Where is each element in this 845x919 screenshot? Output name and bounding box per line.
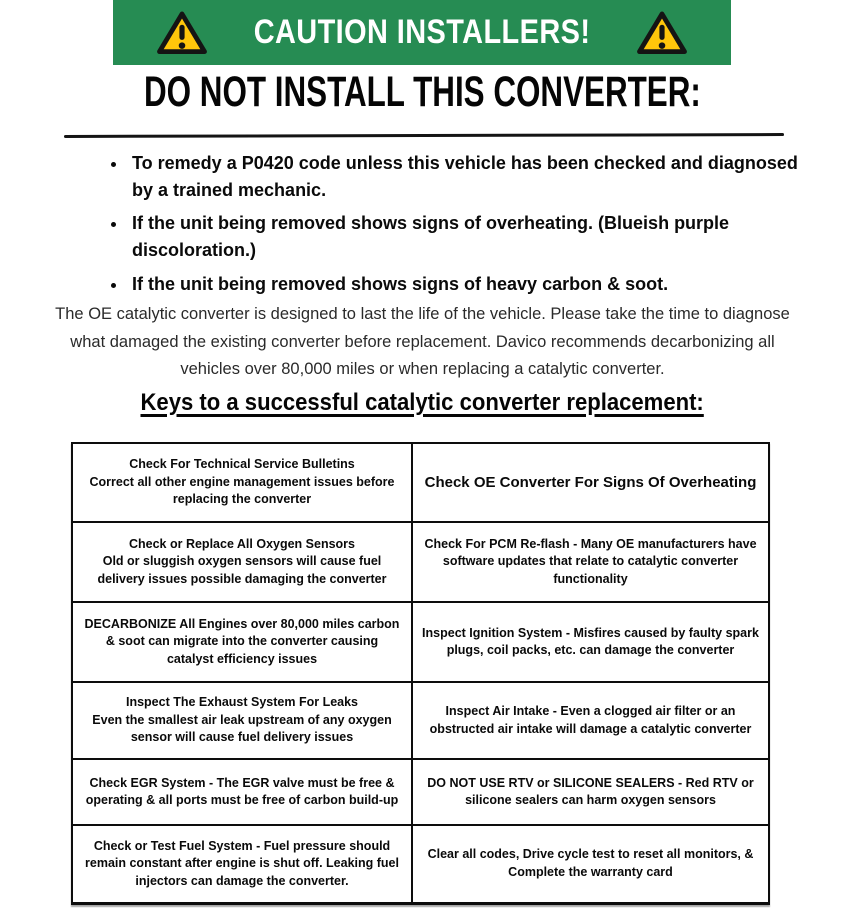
main-heading bbox=[0, 68, 845, 117]
warning-item: • If the unit being removed shows signs of heavy carbon & soot. bbox=[128, 271, 818, 298]
intro-paragraph bbox=[0, 301, 845, 384]
table-row bbox=[72, 443, 769, 522]
table-cell-right bbox=[412, 682, 769, 759]
cell-line: Inspect The Exhaust System For Leaks bbox=[125, 695, 359, 710]
paragraph-line: vehicles over 80,000 miles or when replacing a catalytic converter. bbox=[180, 360, 665, 379]
table-cell-right bbox=[412, 602, 769, 682]
table-row bbox=[72, 825, 769, 903]
cell-line: Correct all other engine management issues before replacing the converter bbox=[89, 474, 395, 507]
table-cell-left bbox=[72, 682, 412, 759]
cell-line: Clear all codes, Drive cycle test to reset all monitors, & Complete the warranty card bbox=[427, 847, 754, 879]
table-cell-right bbox=[412, 443, 769, 522]
warning-triangle-icon-right bbox=[636, 10, 688, 56]
table-cell-left bbox=[72, 443, 412, 522]
warning-item: • If the unit being removed shows signs of overheating. (Blueish purple discoloration.) bbox=[128, 210, 818, 263]
warnings-list bbox=[103, 150, 818, 304]
table-cell-left bbox=[72, 522, 412, 602]
caution-banner bbox=[113, 0, 731, 65]
divider-line bbox=[64, 133, 784, 138]
paragraph-line: The OE catalytic converter is designed to last the life of the vehicle. Please take the time to diagnose bbox=[55, 305, 790, 323]
table-cell-left bbox=[72, 825, 412, 903]
cell-line: Check or Replace All Oxygen Sensors bbox=[128, 536, 355, 551]
table-row bbox=[72, 522, 769, 602]
table-row bbox=[72, 759, 769, 825]
cell-line: Check OE Converter For Signs Of Overheating bbox=[424, 473, 757, 491]
table-cell-left bbox=[72, 602, 412, 682]
warning-triangle-icon-left bbox=[156, 10, 208, 56]
paragraph-line: what damaged the existing converter before replacement. Davico recommends decarbonizing all bbox=[70, 332, 775, 351]
cell-line: Old or sluggish oxygen sensors will cause fuel delivery issues possible damaging the converter bbox=[97, 554, 387, 586]
cell-line: Inspect Air Intake - Even a clogged air filter or an obstructed air intake will damage a catalytic converter bbox=[429, 704, 752, 736]
cell-line: Check For Technical Service Bulletins bbox=[129, 457, 355, 472]
cell-line: Even the smallest air leak upstream of any oxygen sensor will cause fuel delivery issues bbox=[92, 712, 392, 745]
cell-line: Inspect Ignition System - Misfires caused by faulty spark plugs, coil packs, etc. can damage the converter bbox=[422, 625, 759, 657]
banner-title: CAUTION INSTALLERS! bbox=[253, 13, 591, 51]
warning-item: • To remedy a P0420 code unless this vehicle has been checked and diagnosed by a trained mechanic. bbox=[128, 150, 818, 203]
checklist-table bbox=[71, 442, 770, 905]
cell-line: DO NOT USE RTV or SILICONE SEALERS - Red RTV or silicone sealers can harm oxygen sensors bbox=[427, 775, 754, 807]
cell-line: Check For PCM Re-flash - Many OE manufacturers have software updates that relate to catalytic converter functionality bbox=[424, 536, 757, 586]
keys-heading bbox=[0, 389, 845, 417]
table-cell-right bbox=[412, 759, 769, 825]
cell-line: Check EGR System - The EGR valve must be free & operating & all ports must be free of carbon build-up bbox=[85, 775, 399, 807]
main-heading-text: DO NOT INSTALL THIS CONVERTER: bbox=[144, 68, 701, 116]
table-cell-right bbox=[412, 522, 769, 602]
table-row bbox=[72, 602, 769, 682]
cell-line: Check or Test Fuel System - Fuel pressure should remain constant after engine is shut off. Leaking fuel injectors can damage the converter. bbox=[85, 838, 399, 888]
table-row bbox=[72, 682, 769, 759]
table-cell-left bbox=[72, 759, 412, 825]
cell-line: DECARBONIZE All Engines over 80,000 miles carbon & soot can migrate into the converter causing catalyst efficiency issues bbox=[84, 616, 400, 666]
table-cell-right bbox=[412, 825, 769, 903]
keys-heading-text: Keys to a successful catalytic converter replacement: bbox=[140, 389, 705, 416]
